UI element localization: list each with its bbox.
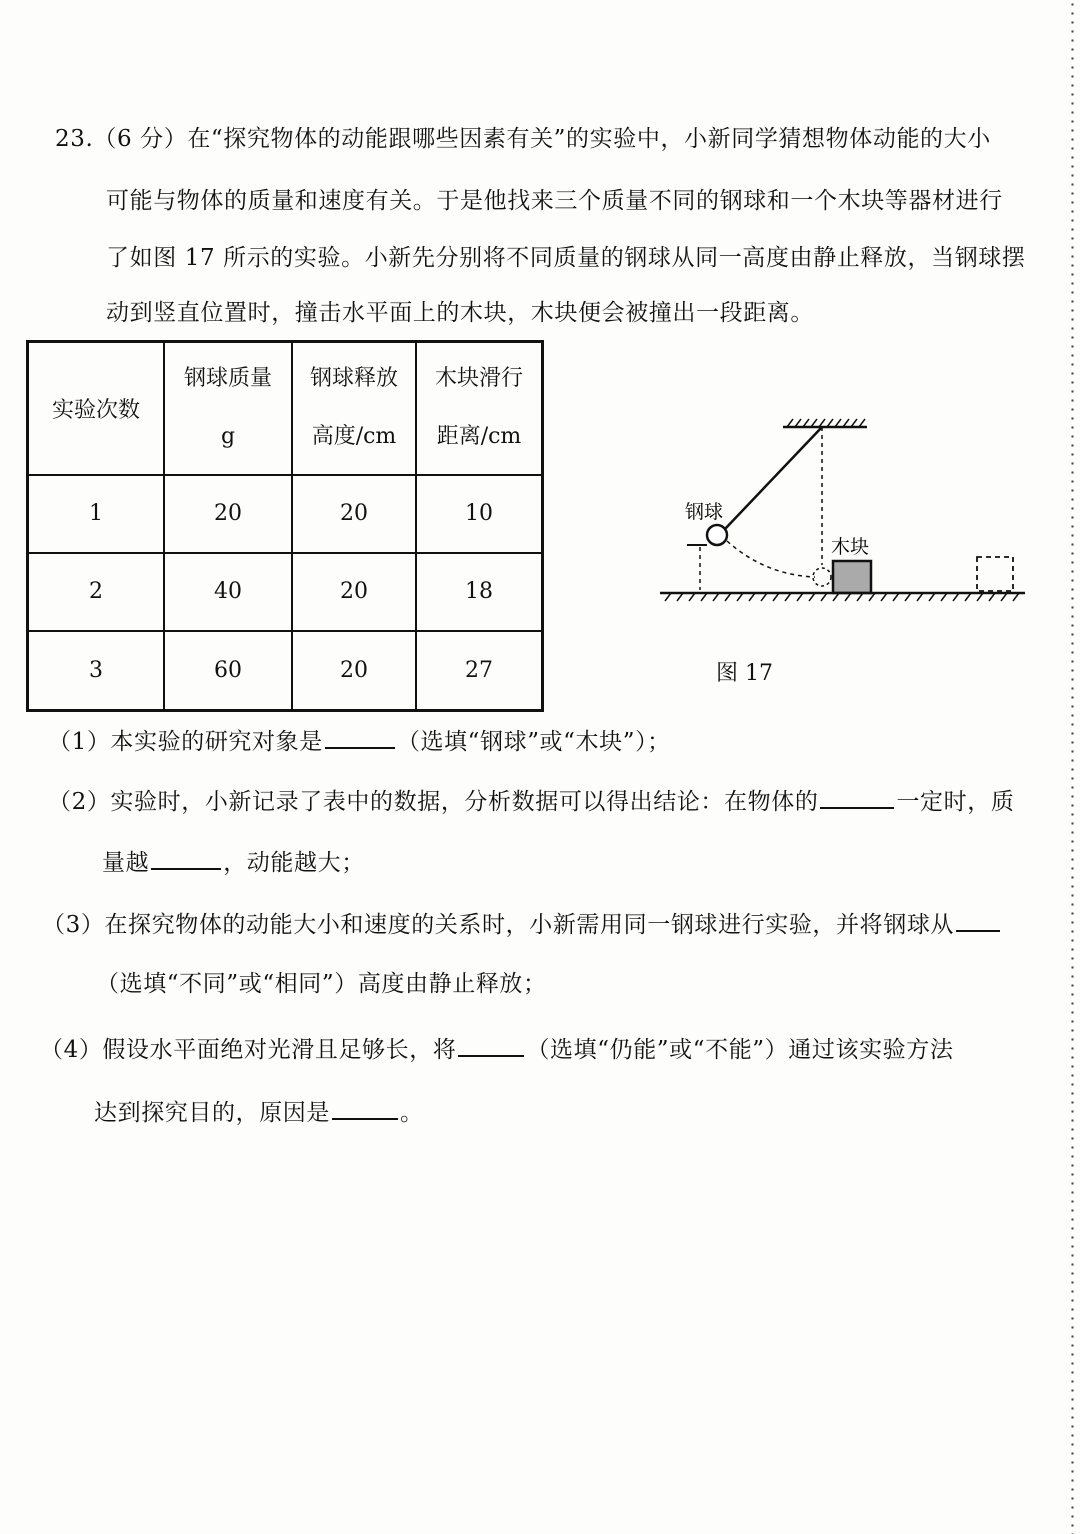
subquestion-2-text-end: 一定时，质 (896, 789, 1015, 815)
subquestion-2-line-1 (48, 785, 1014, 817)
subquestion-4-line-2-end: 。 (400, 1100, 424, 1126)
ball-label: 钢球 (685, 501, 724, 523)
question-23-line-4: 动到竖直位置时，撞击水平面上的木块，木块便会被撞出一段距离。 (106, 300, 814, 326)
table-header-row (28, 342, 543, 475)
pendulum-string (725, 427, 822, 529)
swing-arc (727, 541, 815, 577)
table-cell: 20 (292, 553, 416, 631)
subquestion-2-line-2-text: 量越 (102, 850, 150, 876)
table-cell: 20 (292, 631, 416, 711)
header-release-height-unit: 高度/cm (311, 424, 397, 450)
answer-blank-4b[interactable] (332, 1096, 398, 1120)
subquestion-4-line-2-text: 达到探究目的，原因是 (94, 1100, 330, 1126)
wood-block-final-position (977, 557, 1013, 591)
subquestion-4-hint: （选填“仍能”或“不能”）通过该实验方法 (526, 1037, 954, 1063)
question-23-line-2: 可能与物体的质量和速度有关。于是他找来三个质量不同的钢球和一个木块等器材进行 (106, 188, 1003, 214)
header-slide-distance-unit: 距离/cm (436, 424, 522, 450)
table-row (28, 631, 543, 711)
table-cell: 10 (416, 475, 543, 553)
header-ball-mass: 钢球质量 (183, 366, 272, 392)
subquestion-4-line-1 (40, 1033, 953, 1065)
table-cell: 3 (28, 631, 165, 711)
table-cell: 60 (164, 631, 292, 711)
answer-blank-4a[interactable] (458, 1033, 524, 1057)
experiment-data-table (26, 340, 544, 712)
table-cell: 40 (164, 553, 292, 631)
header-cell (28, 342, 165, 475)
header-ball-mass-unit: g (220, 424, 236, 450)
steel-ball (707, 525, 727, 545)
subquestion-2-text: （2）实验时，小新记录了表中的数据，分析数据可以得出结论：在物体的 (48, 789, 819, 815)
figure-caption: 图 17 (716, 661, 773, 686)
table-cell: 2 (28, 553, 165, 631)
table-cell: 20 (164, 475, 292, 553)
table-cell: 1 (28, 475, 165, 553)
binding-dotted-line (1071, 0, 1074, 1534)
header-cell (292, 342, 416, 475)
block-label: 木块 (831, 536, 870, 558)
header-cell (416, 342, 543, 475)
header-trial-count: 实验次数 (51, 397, 140, 423)
subquestion-1 (48, 725, 671, 757)
ball-bottom-position (813, 568, 831, 586)
table-row (28, 475, 543, 553)
subquestion-1-text: （1）本实验的研究对象是 (48, 729, 323, 755)
subquestion-3-line-1 (42, 908, 1002, 940)
pendulum-diagram (655, 405, 1035, 605)
answer-blank-3[interactable] (956, 908, 1000, 932)
question-23-line-1: 23.（6 分）在“探究物体的动能跟哪些因素有关”的实验中，小新同学猜想物体动能的大小 (55, 126, 991, 152)
answer-blank-2a[interactable] (820, 785, 894, 809)
table-cell: 20 (292, 475, 416, 553)
table-cell: 27 (416, 631, 543, 711)
answer-blank-2b[interactable] (151, 846, 221, 870)
subquestion-4-line-2 (94, 1096, 424, 1128)
table-row (28, 553, 543, 631)
header-release-height: 钢球释放 (309, 366, 398, 392)
table-cell: 18 (416, 553, 543, 631)
subquestion-1-hint: （选填“钢球”或“木块”）； (396, 729, 671, 755)
subquestion-2-line-2 (102, 846, 365, 878)
wood-block (833, 561, 871, 593)
subquestion-3-text: （3）在探究物体的动能大小和速度的关系时，小新需用同一钢球进行实验，并将钢球从 (42, 912, 955, 938)
subquestion-3-line-2: （选填“不同”或“相同”）高度由静止释放； (96, 971, 547, 997)
question-23-line-3: 了如图 17 所示的实验。小新先分别将不同质量的钢球从同一高度由静止释放，当钢球摆 (106, 245, 1026, 271)
header-cell (164, 342, 292, 475)
header-slide-distance: 木块滑行 (434, 366, 523, 392)
subquestion-2-line-2-end: ，动能越大； (223, 850, 365, 876)
answer-blank-1[interactable] (325, 725, 395, 749)
subquestion-4-text: （4）假设水平面绝对光滑且足够长，将 (40, 1037, 457, 1063)
